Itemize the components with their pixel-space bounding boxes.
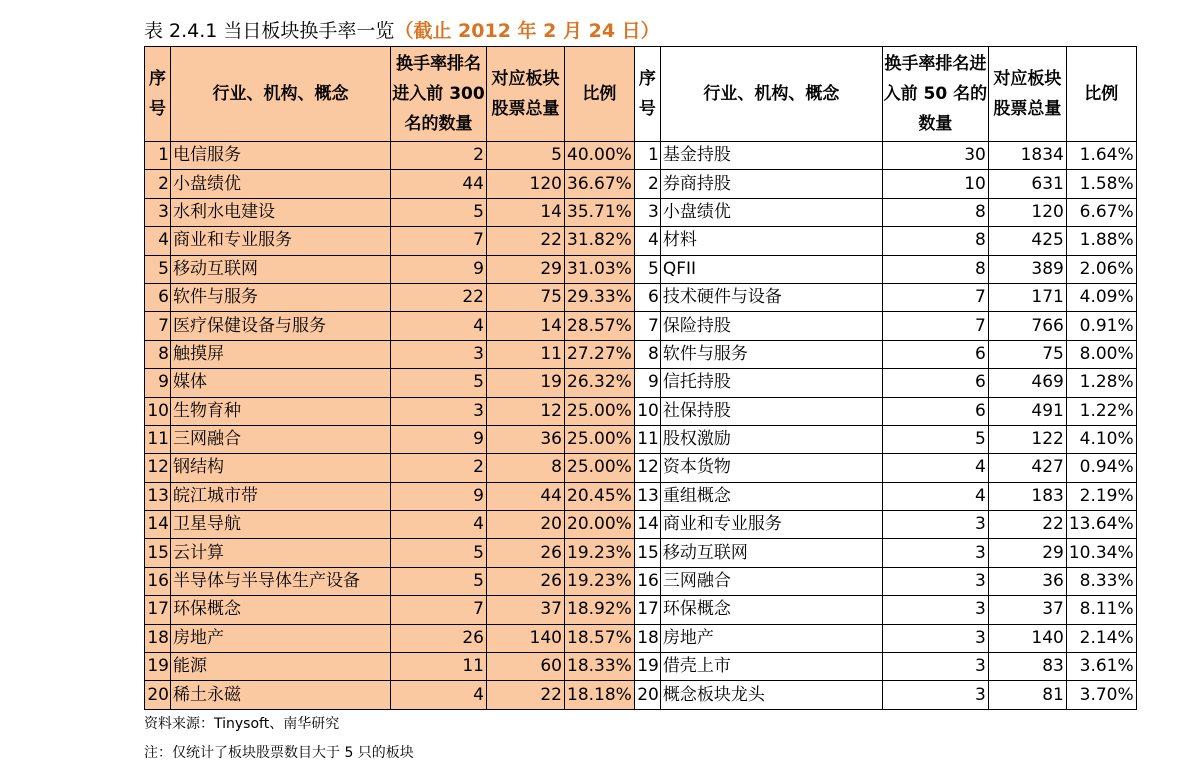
right-name-cell: 商业和专业服务: [660, 511, 882, 539]
right-count-cell: 5: [882, 425, 988, 453]
left-name-cell: 环保概念: [171, 596, 391, 624]
right-index-cell: 8: [634, 340, 660, 368]
right-header-name: 行业、机构、概念: [660, 47, 882, 142]
right-name-cell: 社保持股: [660, 397, 882, 425]
table-body: [145, 142, 1137, 710]
left-total-cell: 20: [487, 511, 565, 539]
right-total-cell: 631: [988, 170, 1066, 198]
right-index-cell: 5: [634, 255, 660, 283]
left-total-cell: 11: [487, 340, 565, 368]
right-ratio-cell: 1.64%: [1066, 142, 1136, 170]
right-name-cell: 股权激励: [660, 425, 882, 453]
left-index-cell: 5: [145, 255, 171, 283]
left-total-cell: 29: [487, 255, 565, 283]
left-ratio-cell: 26.32%: [565, 369, 635, 397]
right-ratio-cell: 3.61%: [1066, 653, 1136, 681]
right-ratio-cell: 1.28%: [1066, 369, 1136, 397]
left-index-cell: 20: [145, 681, 171, 709]
title-prefix: 表 2.4.1 当日板块换手率一览: [144, 20, 395, 42]
right-index-cell: 15: [634, 539, 660, 567]
left-ratio-cell: 35.71%: [565, 198, 635, 226]
left-index-cell: 4: [145, 227, 171, 255]
right-count-cell: 10: [882, 170, 988, 198]
left-ratio-cell: 31.82%: [565, 227, 635, 255]
left-index-cell: 11: [145, 425, 171, 453]
right-header-ratio: 比例: [1066, 47, 1136, 142]
right-ratio-cell: 4.09%: [1066, 283, 1136, 311]
right-total-cell: 469: [988, 369, 1066, 397]
left-total-cell: 140: [487, 624, 565, 652]
turnover-table: [144, 46, 1137, 710]
left-ratio-cell: 18.92%: [565, 596, 635, 624]
left-index-cell: 16: [145, 567, 171, 595]
left-name-cell: 三网融合: [171, 425, 391, 453]
left-index-cell: 18: [145, 624, 171, 652]
left-name-cell: 水利水电建设: [171, 198, 391, 226]
left-total-cell: 26: [487, 539, 565, 567]
table-row: [145, 198, 1137, 226]
table-row: [145, 454, 1137, 482]
table-row: [145, 596, 1137, 624]
left-index-cell: 15: [145, 539, 171, 567]
left-count-cell: 5: [391, 198, 487, 226]
left-name-cell: 商业和专业服务: [171, 227, 391, 255]
right-name-cell: 保险持股: [660, 312, 882, 340]
left-total-cell: 14: [487, 312, 565, 340]
right-count-cell: 3: [882, 681, 988, 709]
right-ratio-cell: 0.94%: [1066, 454, 1136, 482]
right-index-cell: 18: [634, 624, 660, 652]
right-count-cell: 8: [882, 255, 988, 283]
left-ratio-cell: 40.00%: [565, 142, 635, 170]
right-name-cell: 基金持股: [660, 142, 882, 170]
left-ratio-cell: 18.18%: [565, 681, 635, 709]
right-count-cell: 3: [882, 539, 988, 567]
table-title: [144, 16, 660, 43]
right-name-cell: 小盘绩优: [660, 198, 882, 226]
right-name-cell: 房地产: [660, 624, 882, 652]
left-name-cell: 钢结构: [171, 454, 391, 482]
right-total-cell: 766: [988, 312, 1066, 340]
left-total-cell: 12: [487, 397, 565, 425]
left-header-name: 行业、机构、概念: [171, 47, 391, 142]
right-ratio-cell: 8.00%: [1066, 340, 1136, 368]
right-total-cell: 36: [988, 567, 1066, 595]
left-header-total: 对应板块股票总量: [487, 47, 565, 142]
left-header-ratio: 比例: [565, 47, 635, 142]
right-count-cell: 6: [882, 340, 988, 368]
left-name-cell: 电信服务: [171, 142, 391, 170]
right-total-cell: 140: [988, 624, 1066, 652]
right-ratio-cell: 2.14%: [1066, 624, 1136, 652]
right-count-cell: 3: [882, 511, 988, 539]
left-index-cell: 9: [145, 369, 171, 397]
left-name-cell: 皖江城市带: [171, 482, 391, 510]
right-name-cell: 软件与服务: [660, 340, 882, 368]
right-total-cell: 120: [988, 198, 1066, 226]
left-ratio-cell: 20.00%: [565, 511, 635, 539]
right-ratio-cell: 8.33%: [1066, 567, 1136, 595]
right-name-cell: 环保概念: [660, 596, 882, 624]
left-count-cell: 4: [391, 681, 487, 709]
left-ratio-cell: 31.03%: [565, 255, 635, 283]
right-total-cell: 427: [988, 454, 1066, 482]
left-name-cell: 稀土永磁: [171, 681, 391, 709]
left-header-index: 序号: [145, 47, 171, 142]
right-ratio-cell: 1.58%: [1066, 170, 1136, 198]
right-index-cell: 6: [634, 283, 660, 311]
left-name-cell: 小盘绩优: [171, 170, 391, 198]
right-count-cell: 30: [882, 142, 988, 170]
right-ratio-cell: 2.19%: [1066, 482, 1136, 510]
left-count-cell: 22: [391, 283, 487, 311]
left-total-cell: 22: [487, 227, 565, 255]
right-total-cell: 171: [988, 283, 1066, 311]
right-name-cell: 移动互联网: [660, 539, 882, 567]
left-name-cell: 媒体: [171, 369, 391, 397]
table-row: [145, 539, 1137, 567]
right-name-cell: 借壳上市: [660, 653, 882, 681]
left-count-cell: 3: [391, 397, 487, 425]
right-index-cell: 16: [634, 567, 660, 595]
left-name-cell: 半导体与半导体生产设备: [171, 567, 391, 595]
left-index-cell: 12: [145, 454, 171, 482]
right-index-cell: 20: [634, 681, 660, 709]
left-total-cell: 14: [487, 198, 565, 226]
left-count-cell: 2: [391, 454, 487, 482]
right-count-cell: 3: [882, 596, 988, 624]
right-index-cell: 7: [634, 312, 660, 340]
right-index-cell: 12: [634, 454, 660, 482]
left-ratio-cell: 25.00%: [565, 425, 635, 453]
right-total-cell: 1834: [988, 142, 1066, 170]
table-row: [145, 283, 1137, 311]
left-name-cell: 触摸屏: [171, 340, 391, 368]
left-count-cell: 7: [391, 227, 487, 255]
left-index-cell: 8: [145, 340, 171, 368]
right-ratio-cell: 6.67%: [1066, 198, 1136, 226]
right-index-cell: 17: [634, 596, 660, 624]
right-count-cell: 6: [882, 397, 988, 425]
right-ratio-cell: 10.34%: [1066, 539, 1136, 567]
left-count-cell: 5: [391, 567, 487, 595]
table-row: [145, 567, 1137, 595]
right-index-cell: 10: [634, 397, 660, 425]
left-count-cell: 3: [391, 340, 487, 368]
right-total-cell: 81: [988, 681, 1066, 709]
left-ratio-cell: 19.23%: [565, 539, 635, 567]
left-header-count: 换手率排名进入前 300 名的数量: [391, 47, 487, 142]
header-row: [145, 47, 1137, 142]
table-row: [145, 397, 1137, 425]
left-name-cell: 生物育种: [171, 397, 391, 425]
left-count-cell: 7: [391, 596, 487, 624]
right-header-total: 对应板块股票总量: [988, 47, 1066, 142]
right-total-cell: 122: [988, 425, 1066, 453]
left-ratio-cell: 18.57%: [565, 624, 635, 652]
left-count-cell: 26: [391, 624, 487, 652]
table-row: [145, 624, 1137, 652]
left-total-cell: 5: [487, 142, 565, 170]
right-count-cell: 7: [882, 312, 988, 340]
left-count-cell: 5: [391, 539, 487, 567]
right-index-cell: 2: [634, 170, 660, 198]
left-name-cell: 软件与服务: [171, 283, 391, 311]
left-index-cell: 19: [145, 653, 171, 681]
left-ratio-cell: 29.33%: [565, 283, 635, 311]
left-count-cell: 9: [391, 255, 487, 283]
left-count-cell: 5: [391, 369, 487, 397]
table-row: [145, 227, 1137, 255]
left-index-cell: 1: [145, 142, 171, 170]
right-header-index: 序号: [634, 47, 660, 142]
left-index-cell: 2: [145, 170, 171, 198]
right-count-cell: 3: [882, 624, 988, 652]
right-index-cell: 9: [634, 369, 660, 397]
left-name-cell: 云计算: [171, 539, 391, 567]
left-ratio-cell: 19.23%: [565, 567, 635, 595]
left-index-cell: 3: [145, 198, 171, 226]
left-name-cell: 卫星导航: [171, 511, 391, 539]
right-index-cell: 13: [634, 482, 660, 510]
left-count-cell: 44: [391, 170, 487, 198]
left-ratio-cell: 25.00%: [565, 397, 635, 425]
left-name-cell: 房地产: [171, 624, 391, 652]
left-index-cell: 7: [145, 312, 171, 340]
table-row: [145, 482, 1137, 510]
right-count-cell: 3: [882, 653, 988, 681]
left-total-cell: 60: [487, 653, 565, 681]
left-count-cell: 2: [391, 142, 487, 170]
table-row: [145, 340, 1137, 368]
right-total-cell: 37: [988, 596, 1066, 624]
left-ratio-cell: 36.67%: [565, 170, 635, 198]
right-name-cell: 券商持股: [660, 170, 882, 198]
left-total-cell: 120: [487, 170, 565, 198]
left-name-cell: 医疗保健设备与服务: [171, 312, 391, 340]
right-header-count: 换手率排名进入前 50 名的数量: [882, 47, 988, 142]
left-ratio-cell: 27.27%: [565, 340, 635, 368]
right-total-cell: 75: [988, 340, 1066, 368]
right-total-cell: 389: [988, 255, 1066, 283]
left-index-cell: 6: [145, 283, 171, 311]
left-total-cell: 44: [487, 482, 565, 510]
right-total-cell: 29: [988, 539, 1066, 567]
left-count-cell: 4: [391, 511, 487, 539]
right-name-cell: 概念板块龙头: [660, 681, 882, 709]
left-total-cell: 26: [487, 567, 565, 595]
left-total-cell: 19: [487, 369, 565, 397]
right-index-cell: 3: [634, 198, 660, 226]
left-ratio-cell: 25.00%: [565, 454, 635, 482]
right-index-cell: 14: [634, 511, 660, 539]
right-index-cell: 1: [634, 142, 660, 170]
right-ratio-cell: 0.91%: [1066, 312, 1136, 340]
table-row: [145, 170, 1137, 198]
table-row: [145, 653, 1137, 681]
right-count-cell: 8: [882, 198, 988, 226]
left-total-cell: 75: [487, 283, 565, 311]
right-ratio-cell: 13.64%: [1066, 511, 1136, 539]
right-ratio-cell: 1.22%: [1066, 397, 1136, 425]
right-index-cell: 4: [634, 227, 660, 255]
table-row: [145, 255, 1137, 283]
right-name-cell: 资本货物: [660, 454, 882, 482]
left-total-cell: 22: [487, 681, 565, 709]
table-row: [145, 142, 1137, 170]
left-index-cell: 17: [145, 596, 171, 624]
footnote: 注：仅统计了板块股票数目大于 5 只的板块: [144, 745, 414, 761]
right-name-cell: 材料: [660, 227, 882, 255]
title-date: （截止 2012 年 2 月 24 日）: [394, 20, 660, 42]
right-total-cell: 425: [988, 227, 1066, 255]
right-index-cell: 11: [634, 425, 660, 453]
table-row: [145, 425, 1137, 453]
right-count-cell: 4: [882, 482, 988, 510]
right-count-cell: 8: [882, 227, 988, 255]
table-row: [145, 369, 1137, 397]
left-index-cell: 14: [145, 511, 171, 539]
left-count-cell: 11: [391, 653, 487, 681]
left-count-cell: 4: [391, 312, 487, 340]
left-total-cell: 8: [487, 454, 565, 482]
right-name-cell: QFII: [660, 255, 882, 283]
right-ratio-cell: 2.06%: [1066, 255, 1136, 283]
right-count-cell: 4: [882, 454, 988, 482]
left-ratio-cell: 18.33%: [565, 653, 635, 681]
left-count-cell: 9: [391, 482, 487, 510]
right-name-cell: 技术硬件与设备: [660, 283, 882, 311]
right-index-cell: 19: [634, 653, 660, 681]
right-ratio-cell: 1.88%: [1066, 227, 1136, 255]
table-row: [145, 511, 1137, 539]
right-name-cell: 三网融合: [660, 567, 882, 595]
left-total-cell: 37: [487, 596, 565, 624]
right-total-cell: 83: [988, 653, 1066, 681]
left-name-cell: 能源: [171, 653, 391, 681]
left-count-cell: 9: [391, 425, 487, 453]
right-total-cell: 491: [988, 397, 1066, 425]
left-index-cell: 10: [145, 397, 171, 425]
left-index-cell: 13: [145, 482, 171, 510]
right-name-cell: 重组概念: [660, 482, 882, 510]
right-ratio-cell: 8.11%: [1066, 596, 1136, 624]
left-name-cell: 移动互联网: [171, 255, 391, 283]
right-count-cell: 7: [882, 283, 988, 311]
right-ratio-cell: 4.10%: [1066, 425, 1136, 453]
left-total-cell: 36: [487, 425, 565, 453]
table-row: [145, 681, 1137, 709]
right-name-cell: 信托持股: [660, 369, 882, 397]
source-note: 资料来源：Tinysoft、南华研究: [144, 716, 340, 732]
table-row: [145, 312, 1137, 340]
right-count-cell: 6: [882, 369, 988, 397]
right-total-cell: 183: [988, 482, 1066, 510]
left-ratio-cell: 28.57%: [565, 312, 635, 340]
left-ratio-cell: 20.45%: [565, 482, 635, 510]
right-count-cell: 3: [882, 567, 988, 595]
right-total-cell: 22: [988, 511, 1066, 539]
right-ratio-cell: 3.70%: [1066, 681, 1136, 709]
